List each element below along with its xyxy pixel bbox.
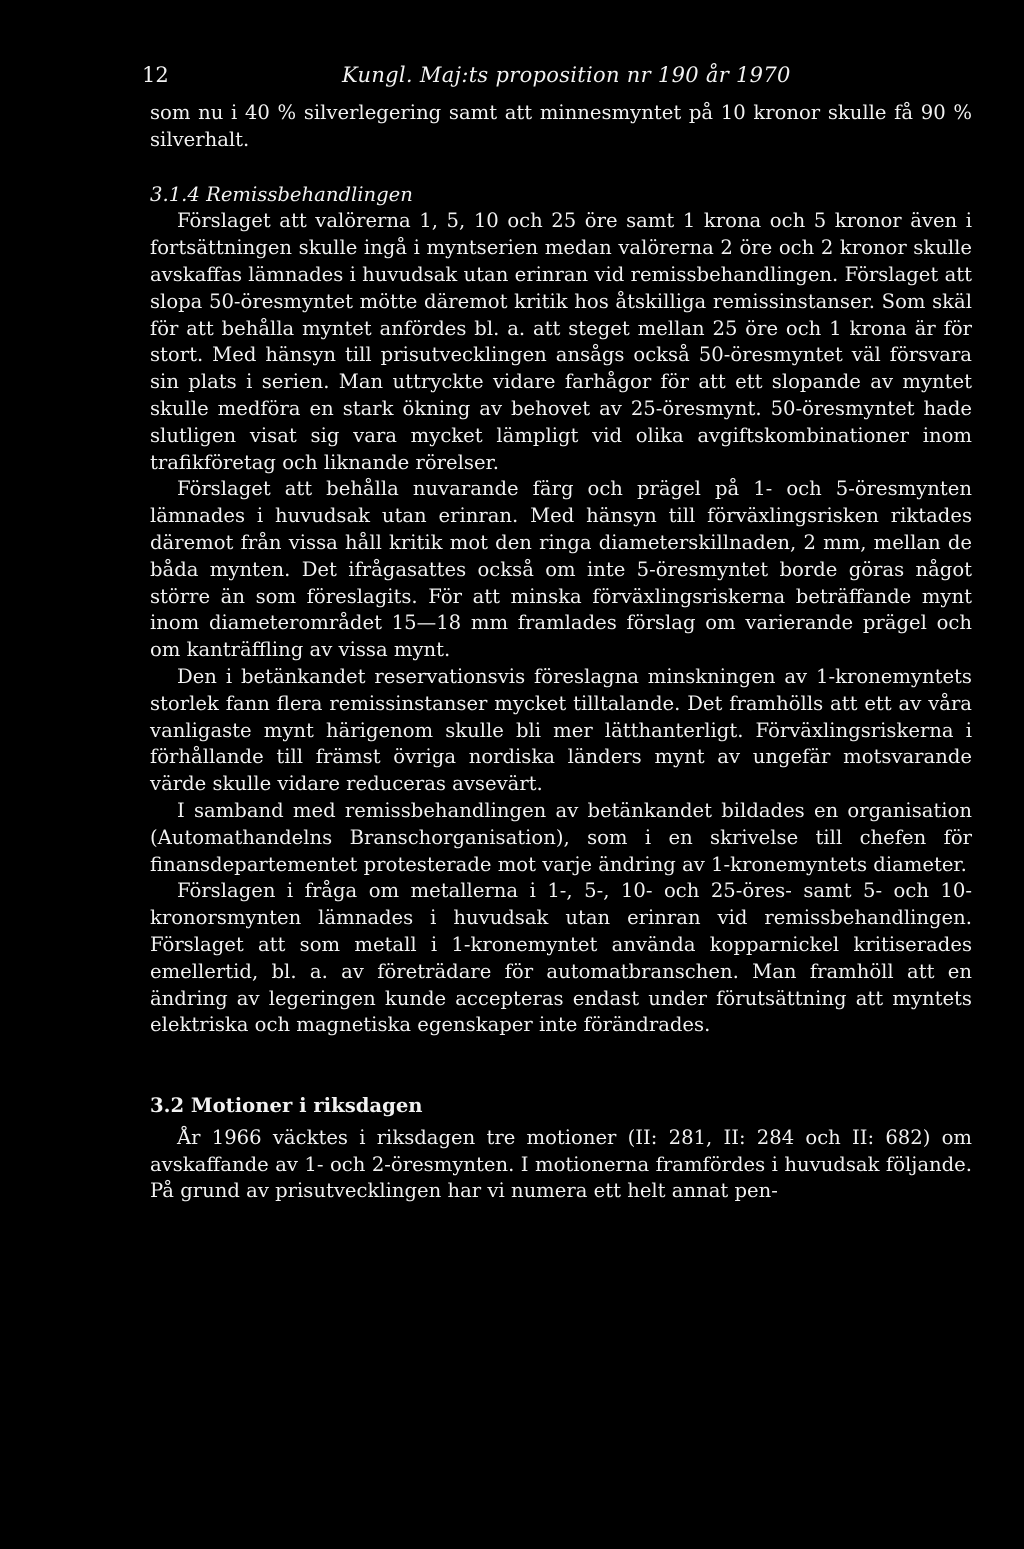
paragraph: Den i betänkandet reservationsvis föreslagna minskningen av 1-kronemyntets storlek fann flera remissinstanser mycket tilltalande. Det framhölls att ett av våra vanligaste mynt härigenom skulle bli mer lätthanterligt. Förväxlingsriskerna i förhållande till främst övriga nordiska länders mynt av ungefär motsvarande värde skulle vidare reduceras avsevärt. bbox=[150, 664, 972, 796]
document-page bbox=[142, 62, 972, 1205]
section-heading-motioner: 3.2 Motioner i riksdagen bbox=[150, 1094, 423, 1118]
paragraph: Förslagen i fråga om metallerna i 1-, 5-, 10- och 25-öres- samt 5- och 10-kronorsmynten lämnades i huvudsak utan erinran vid remissbehandlingen. Förslaget att som metall i 1-kronemyntet använda kopparnickel kritiserades emellertid, bl. a. av företrädare för automatbranschen. Man framhöll att en ändring av legeringen kunde accepteras endast under förutsättning att myntets elektriska och magnetiska egenskaper inte förändrades. bbox=[150, 879, 972, 1037]
page-header bbox=[142, 62, 972, 100]
intro-paragraph: som nu i 40 % silverlegering samt att minnesmyntet på 10 kronor skulle få 90 % silverhalt. bbox=[150, 101, 972, 151]
running-title: Kungl. Maj:ts proposition nr 190 år 1970 bbox=[342, 63, 791, 87]
paragraph: Förslaget att behålla nuvarande färg och prägel på 1- och 5-öresmynten lämnades i huvudsak utan erinran. Med hänsyn till förväxlingsrisken riktades däremot från vissa håll kritik mot den ringa diameterskillnaden, 2 mm, mellan de båda mynten. Det ifrågasattes också om inte 5-öresmyntet borde göras något större än som föreslagits. För att minska förväxlingsriskerna beträffande mynt inom diameterområdet 15—18 mm framlades förslag om varierande prägel och om kanträffling av vissa mynt. bbox=[150, 477, 972, 662]
page-number: 12 bbox=[142, 63, 169, 87]
section-heading-remissbehandlingen: 3.1.4 Remissbehandlingen bbox=[150, 182, 413, 206]
paragraph: I samband med remissbehandlingen av betänkandet bildades en organisation (Automathandelns Branschorganisation), som i en skrivelse till chefen för finansdepartementet protesterade mot varje ändring av 1-kronemyntets diameter. bbox=[150, 798, 972, 876]
paragraph: År 1966 väcktes i riksdagen tre motioner (II: 281, II: 284 och II: 682) om avskaffande av 1- och 2-öresmynten. I motionerna framfördes i huvudsak följande. På grund av prisutvecklingen har vi numera ett helt annat pen- bbox=[150, 1125, 972, 1203]
paragraph: Förslaget att valörerna 1, 5, 10 och 25 öre samt 1 krona och 5 kronor även i fortsättningen skulle ingå i myntserien medan valörerna 2 öre och 2 kronor skulle avskaffas lämnades i huvudsak utan erinran vid remissbehandlingen. Förslaget att slopa 50-öresmyntet mötte däremot kritik hos åtskilliga remissinstanser. Som skäl för att behålla myntet anfördes bl. a. att steget mellan 25 öre och 1 krona är för stort. Med hänsyn till prisutvecklingen ansågs också 50-öresmyntet väl försvara sin plats i serien. Man uttryckte vidare farhågor för att ett slopande av myntet skulle medföra en stark ökning av behovet av 25-öresmynt. 50-öresmyntet hade slutligen visat sig vara mycket lämpligt vid olika avgiftskombinationer inom trafikföretag och liknande rörelser. bbox=[150, 209, 972, 474]
